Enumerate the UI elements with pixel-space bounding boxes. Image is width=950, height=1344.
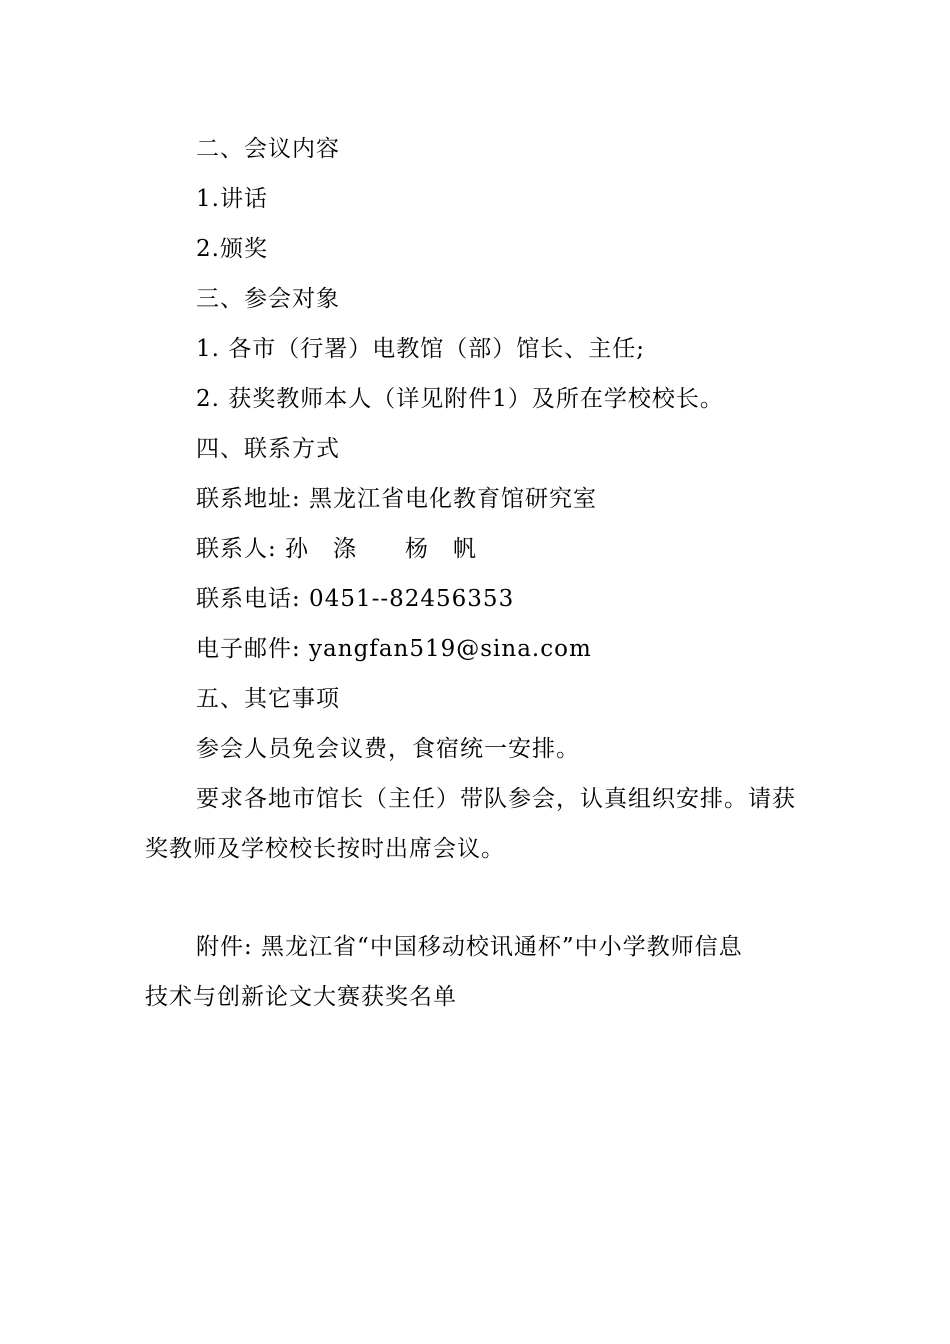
list-item-attendees-teachers: 2. 获奖教师本人（详见附件1）及所在学校校长。 — [196, 386, 724, 412]
contact-person: 联系人: 孙 涤 杨 帆 — [196, 536, 478, 562]
contact-email: 电子邮件: yangfan519@sina.com — [196, 636, 592, 662]
other-paragraph-line-2: 奖教师及学校校长按时出席会议。 — [145, 836, 505, 862]
contact-phone: 联系电话: 0451--82456353 — [196, 586, 515, 612]
list-item-speech: 1.讲话 — [196, 186, 268, 212]
section-heading-contact: 四、联系方式 — [196, 436, 340, 462]
list-item-award: 2.颁奖 — [196, 236, 268, 262]
attachment-line-2: 技术与创新论文大赛获奖名单 — [145, 984, 457, 1010]
section-heading-attendees: 三、参会对象 — [196, 286, 340, 312]
other-paragraph-line-1: 要求各地市馆长（主任）带队参会，认真组织安排。请获 — [196, 786, 796, 812]
contact-address: 联系地址: 黑龙江省电化教育馆研究室 — [196, 486, 598, 512]
attachment-line-1: 附件: 黑龙江省“中国移动校讯通杯”中小学教师信息 — [196, 934, 743, 960]
section-heading-other: 五、其它事项 — [196, 686, 340, 712]
list-item-attendees-directors: 1. 各市（行署）电教馆（部）馆长、主任; — [196, 336, 646, 362]
section-heading-meeting-content: 二、会议内容 — [196, 136, 340, 162]
other-fees-line: 参会人员免会议费，食宿统一安排。 — [196, 736, 580, 762]
